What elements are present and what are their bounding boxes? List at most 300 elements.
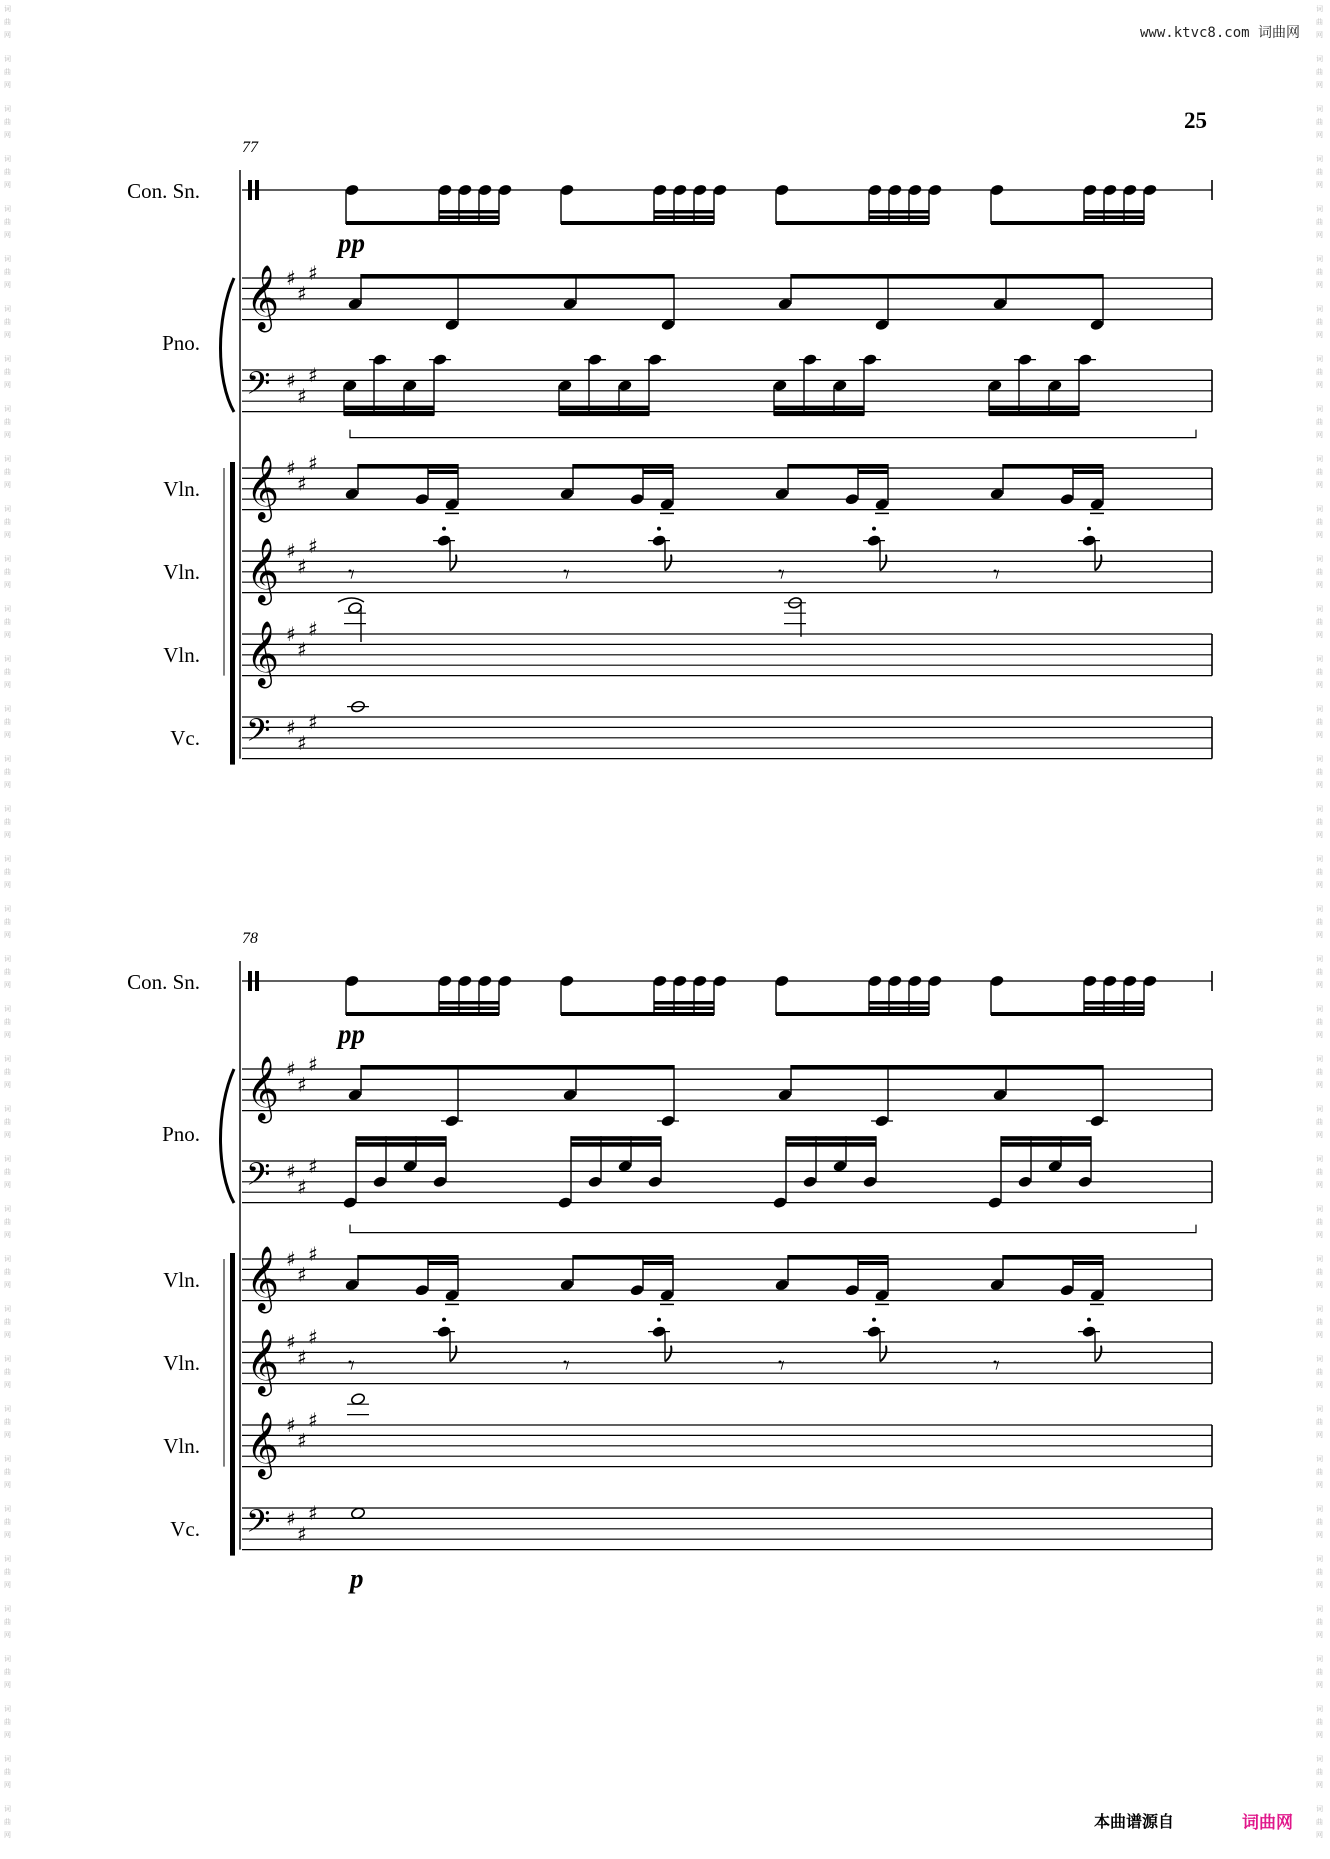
margin-stamp-char: 词 <box>4 1105 11 1113</box>
percussion-clef <box>248 180 252 200</box>
margin-stamp-char: 曲 <box>4 468 11 476</box>
margin-stamp-char: 曲 <box>4 68 11 76</box>
tie-arc <box>338 598 364 602</box>
violin3-note <box>350 1392 365 1405</box>
margin-stamp-char: 网 <box>4 1381 11 1389</box>
note-beam <box>786 1142 876 1147</box>
staccato-dot <box>657 1318 661 1322</box>
dynamic-marking: pp <box>338 1019 365 1049</box>
dynamic-marking: pp <box>338 228 365 258</box>
note-beam <box>344 406 434 411</box>
treble-clef-icon: 𝄞 <box>246 265 280 330</box>
margin-stamp-char: 网 <box>1316 1181 1323 1189</box>
margin-stamp-char: 曲 <box>4 318 11 326</box>
margin-stamp-char: 网 <box>1316 1031 1323 1039</box>
instrument-label: Pno. <box>162 331 200 355</box>
margin-stamp-char: 曲 <box>4 268 11 276</box>
key-signature-sharp: ♯ <box>308 533 318 558</box>
margin-stamp-char: 网 <box>4 431 11 439</box>
margin-stamp-char: 曲 <box>4 1268 11 1276</box>
key-signature-sharp: ♯ <box>286 1413 296 1437</box>
margin-stamp-char: 网 <box>4 1681 11 1689</box>
margin-stamp-char: 词 <box>1316 405 1323 413</box>
note-beam <box>361 1065 674 1070</box>
margin-stamp-char: 网 <box>4 931 11 939</box>
margin-stamp-char: 词 <box>1316 1255 1323 1263</box>
note-beam <box>439 216 499 220</box>
margin-stamp-char: 网 <box>1316 1631 1323 1639</box>
note-beam <box>776 221 929 225</box>
measure-number: 78 <box>242 930 258 947</box>
eighth-rest-icon: 𝄾 <box>778 560 785 590</box>
margin-stamp-char: 曲 <box>1316 968 1323 976</box>
note-beam <box>439 1001 499 1005</box>
note-beam <box>571 1142 661 1147</box>
margin-stamp-char: 词 <box>4 1355 11 1363</box>
margin-stamp-char: 词 <box>1316 1055 1323 1063</box>
margin-stamp-char: 曲 <box>1316 1818 1323 1826</box>
margin-stamp-char: 网 <box>4 1831 11 1839</box>
key-signature-sharp: ♯ <box>286 539 296 563</box>
margin-stamp-char: 曲 <box>4 918 11 926</box>
margin-stamp-char: 网 <box>1316 131 1323 139</box>
margin-stamp-char: 词 <box>1316 155 1323 163</box>
margin-stamp-char: 曲 <box>4 668 11 676</box>
margin-stamp-char: 曲 <box>1316 468 1323 476</box>
instrument-label: Pno. <box>162 1122 200 1146</box>
note-beam <box>869 210 929 214</box>
margin-stamp-char: 词 <box>1316 255 1323 263</box>
key-signature-sharp: ♯ <box>297 731 307 755</box>
note-beam <box>654 216 714 220</box>
margin-stamp-char: 曲 <box>1316 1418 1323 1426</box>
margin-stamp-char: 曲 <box>1316 168 1323 176</box>
margin-stamp-char: 网 <box>4 581 11 589</box>
margin-stamp-char: 曲 <box>4 18 11 26</box>
bass-clef-icon: 𝄢 <box>246 712 271 756</box>
strings-bracket <box>230 462 235 765</box>
key-signature-sharp: ♯ <box>308 450 318 475</box>
margin-stamp-char: 网 <box>4 1531 11 1539</box>
margin-stamp-char: 网 <box>4 181 11 189</box>
margin-stamp-char: 曲 <box>1316 1468 1323 1476</box>
margin-stamp-char: 曲 <box>1316 218 1323 226</box>
margin-stamp-char: 词 <box>4 205 11 213</box>
key-signature-sharp: ♯ <box>286 1057 296 1081</box>
margin-stamp-char: 词 <box>1316 1605 1323 1613</box>
margin-stamp-char: 词 <box>1316 1355 1323 1363</box>
margin-stamp-char: 词 <box>4 55 11 63</box>
key-signature-sharp: ♯ <box>286 622 296 646</box>
key-signature-sharp: ♯ <box>297 1262 307 1287</box>
margin-stamp-char: 网 <box>4 1081 11 1089</box>
measure-number: 77 <box>242 139 258 156</box>
margin-stamp-char: 曲 <box>4 718 11 726</box>
note-beam <box>786 1136 876 1141</box>
key-signature-sharp: ♯ <box>286 1330 296 1354</box>
margin-stamp-char: 词 <box>4 1605 11 1613</box>
margin-stamp-char: 网 <box>4 1131 11 1139</box>
margin-stamp-char: 网 <box>1316 931 1323 939</box>
instrument-label: Vln. <box>163 1268 200 1292</box>
margin-stamp-char: 网 <box>1316 31 1323 39</box>
key-signature-sharp: ♯ <box>286 266 296 290</box>
margin-stamp-char: 词 <box>4 455 11 463</box>
margin-stamp-char: 曲 <box>1316 518 1323 526</box>
margin-stamp-char: 曲 <box>1316 368 1323 376</box>
margin-stamp-char: 网 <box>1316 1731 1323 1739</box>
margin-stamp-char: 曲 <box>4 1768 11 1776</box>
note-beam <box>559 412 649 417</box>
margin-stamp-char: 曲 <box>1316 868 1323 876</box>
margin-stamp-char: 词 <box>1316 355 1323 363</box>
note-beam <box>561 1012 714 1016</box>
margin-stamp-char: 网 <box>1316 731 1323 739</box>
margin-stamp-char: 词 <box>4 1655 11 1663</box>
margin-stamp-char: 词 <box>1316 905 1323 913</box>
margin-stamp-char: 词 <box>4 505 11 513</box>
instrument-label: Con. Sn. <box>127 970 200 994</box>
treble-clef-icon: 𝄞 <box>246 455 280 520</box>
margin-stamp-char: 曲 <box>4 868 11 876</box>
key-signature-sharp: ♯ <box>286 1506 296 1531</box>
eighth-rest-icon: 𝄾 <box>993 1351 1000 1381</box>
key-signature-sharp: ♯ <box>286 456 296 480</box>
note-beam <box>1001 1142 1091 1147</box>
margin-stamp-char: 词 <box>1316 455 1323 463</box>
margin-stamp-char: 曲 <box>4 568 11 576</box>
margin-stamp-char: 曲 <box>1316 1368 1323 1376</box>
key-signature-sharp: ♯ <box>297 1072 307 1097</box>
note-beam <box>858 470 888 474</box>
key-signature-sharp: ♯ <box>286 368 296 393</box>
margin-stamp-char: 词 <box>1316 1205 1323 1213</box>
margin-stamp-char: 词 <box>1316 205 1323 213</box>
key-signature-sharp: ♯ <box>308 1051 318 1076</box>
margin-stamp-char: 网 <box>1316 1781 1323 1789</box>
note-beam <box>643 470 673 474</box>
margin-stamp-char: 曲 <box>4 1718 11 1726</box>
margin-stamp-char: 网 <box>4 731 11 739</box>
instrument-label: Vln. <box>163 477 200 501</box>
note-beam <box>654 1007 714 1011</box>
note-beam <box>561 221 714 225</box>
margin-stamp-char: 网 <box>1316 181 1323 189</box>
margin-stamp-char: 网 <box>1316 81 1323 89</box>
instrument-label: Vln. <box>163 643 200 667</box>
note-beam <box>573 1255 673 1260</box>
margin-stamp-char: 曲 <box>1316 1068 1323 1076</box>
margin-stamp-char: 曲 <box>4 768 11 776</box>
eighth-rest-icon: 𝄾 <box>563 560 570 590</box>
note-beam <box>1084 216 1144 220</box>
treble-clef-icon: 𝄞 <box>246 1412 280 1477</box>
margin-stamp-char: 词 <box>1316 855 1323 863</box>
margin-stamp-char: 网 <box>4 1731 11 1739</box>
note-beam <box>858 1261 888 1265</box>
margin-stamp-char: 词 <box>1316 1505 1323 1513</box>
margin-stamp-char: 曲 <box>1316 618 1323 626</box>
margin-stamp-char: 曲 <box>4 1568 11 1576</box>
note-beam <box>991 221 1144 225</box>
percussion-clef <box>255 971 259 991</box>
margin-stamp-char: 曲 <box>1316 568 1323 576</box>
treble-clef-icon: 𝄞 <box>246 1246 280 1311</box>
margin-stamp-char: 曲 <box>4 1618 11 1626</box>
key-signature-sharp: ♯ <box>308 1241 318 1266</box>
margin-stamp-char: 网 <box>1316 631 1323 639</box>
note-beam <box>654 1001 714 1005</box>
margin-stamp-char: 词 <box>4 1755 11 1763</box>
key-signature-sharp: ♯ <box>308 1501 318 1526</box>
margin-stamp-char: 词 <box>1316 955 1323 963</box>
note-beam <box>869 1007 929 1011</box>
margin-stamp-char: 曲 <box>1316 1168 1323 1176</box>
margin-stamp-char: 曲 <box>1316 1668 1323 1676</box>
margin-stamp-char: 词 <box>4 1255 11 1263</box>
margin-stamp-char: 曲 <box>4 1818 11 1826</box>
margin-stamp-char: 曲 <box>1316 718 1323 726</box>
margin-stamp-char: 曲 <box>4 1668 11 1676</box>
eighth-rest-icon: 𝄾 <box>563 1351 570 1381</box>
note-beam <box>643 1261 673 1265</box>
margin-stamp-char: 词 <box>4 5 11 13</box>
margin-stamp-char: 曲 <box>1316 668 1323 676</box>
staccato-dot <box>442 527 446 531</box>
margin-stamp-char: 词 <box>1316 1555 1323 1563</box>
note-flag <box>1095 555 1101 571</box>
margin-stamp-char: 曲 <box>4 968 11 976</box>
margin-stamp-char: 曲 <box>1316 418 1323 426</box>
margin-stamp-char: 网 <box>4 81 11 89</box>
note-beam <box>1084 210 1144 214</box>
key-signature-sharp: ♯ <box>297 1345 307 1370</box>
margin-stamp-char: 曲 <box>1316 1218 1323 1226</box>
margin-stamp-char: 词 <box>4 955 11 963</box>
margin-stamp-char: 网 <box>4 1431 11 1439</box>
margin-stamp-char: 网 <box>4 981 11 989</box>
margin-stamp-char: 词 <box>4 1155 11 1163</box>
eighth-rest-icon: 𝄾 <box>348 1351 355 1381</box>
key-signature-sharp: ♯ <box>297 384 307 408</box>
margin-stamp-char: 网 <box>4 1481 11 1489</box>
margin-stamp-char: 网 <box>4 331 11 339</box>
margin-stamp-char: 网 <box>1316 831 1323 839</box>
margin-stamp-char: 词 <box>4 1805 11 1813</box>
note-beam <box>344 412 434 417</box>
margin-stamp-char: 曲 <box>1316 818 1323 826</box>
eighth-rest-icon: 𝄾 <box>348 560 355 590</box>
treble-clef-icon: 𝄞 <box>246 1056 280 1121</box>
margin-stamp-char: 曲 <box>4 1218 11 1226</box>
margin-stamp-char: 网 <box>4 831 11 839</box>
margin-stamp-char: 词 <box>4 1505 11 1513</box>
margin-stamp-char: 曲 <box>1316 1318 1323 1326</box>
margin-stamp-char: 网 <box>1316 1531 1323 1539</box>
staccato-dot <box>872 527 876 531</box>
margin-stamp-char: 曲 <box>4 1118 11 1126</box>
margin-stamp-char: 词 <box>1316 505 1323 513</box>
margin-stamp-char: 曲 <box>1316 68 1323 76</box>
margin-stamp-char: 网 <box>1316 1131 1323 1139</box>
margin-stamp-char: 词 <box>1316 1155 1323 1163</box>
key-signature-sharp: ♯ <box>297 281 307 306</box>
margin-stamp-char: 网 <box>1316 481 1323 489</box>
margin-stamp-char: 词 <box>4 1005 11 1013</box>
note-beam <box>1084 1007 1144 1011</box>
margin-stamp-char: 词 <box>4 1705 11 1713</box>
note-beam <box>1073 470 1103 474</box>
margin-stamp-char: 网 <box>1316 1581 1323 1589</box>
note-flag <box>665 1346 671 1362</box>
margin-stamp-char: 网 <box>4 1181 11 1189</box>
margin-stamp-char: 网 <box>1316 681 1323 689</box>
margin-stamp-char: 词 <box>4 805 11 813</box>
margin-stamp-char: 词 <box>1316 105 1323 113</box>
percussion-clef <box>255 180 259 200</box>
margin-stamp-char: 网 <box>4 1581 11 1589</box>
margin-stamp-char: 曲 <box>1316 1768 1323 1776</box>
margin-stamp-char: 词 <box>4 1455 11 1463</box>
instrument-label: Vc. <box>170 726 200 750</box>
margin-stamp-char: 网 <box>4 631 11 639</box>
site-url[interactable]: www.ktvc8.com 词曲网 <box>1140 25 1301 41</box>
instrument-label: Con. Sn. <box>127 179 200 203</box>
piano-brace <box>221 278 235 412</box>
margin-stamp-char: 网 <box>1316 231 1323 239</box>
margin-stamp-char: 网 <box>1316 881 1323 889</box>
key-signature-sharp: ♯ <box>286 1247 296 1271</box>
margin-stamp-char: 词 <box>4 105 11 113</box>
bass-clef-icon: 𝄢 <box>246 1503 271 1547</box>
note-flag <box>880 555 886 571</box>
key-signature-sharp: ♯ <box>286 715 296 740</box>
note-beam <box>358 1255 458 1260</box>
margin-stamp-char: 曲 <box>4 1068 11 1076</box>
margin-stamp-char: 词 <box>4 355 11 363</box>
staccato-dot <box>872 1318 876 1322</box>
note-flag <box>880 1346 886 1362</box>
margin-stamp-char: 词 <box>1316 5 1323 13</box>
margin-stamp-char: 网 <box>4 31 11 39</box>
margin-stamp-char: 曲 <box>4 518 11 526</box>
eighth-rest-icon: 𝄾 <box>778 1351 785 1381</box>
margin-stamp-char: 曲 <box>4 118 11 126</box>
instrument-label: Vln. <box>163 1434 200 1458</box>
margin-stamp-char: 网 <box>1316 431 1323 439</box>
bass-clef-icon: 𝄢 <box>246 1156 271 1200</box>
margin-stamp-char: 网 <box>1316 381 1323 389</box>
note-beam <box>573 464 673 469</box>
margin-stamp-char: 词 <box>4 155 11 163</box>
margin-stamp-char: 网 <box>1316 1381 1323 1389</box>
note-beam <box>774 412 864 417</box>
pedal-bracket <box>350 1225 1196 1233</box>
margin-stamp-char: 网 <box>4 1631 11 1639</box>
margin-stamp-char: 词 <box>4 255 11 263</box>
note-beam <box>776 1012 929 1016</box>
margin-stamp-char: 词 <box>1316 1755 1323 1763</box>
margin-stamp-char: 词 <box>4 405 11 413</box>
margin-stamp-char: 词 <box>1316 1105 1323 1113</box>
margin-stamp-char: 网 <box>1316 281 1323 289</box>
staccato-dot <box>657 527 661 531</box>
note-beam <box>439 1007 499 1011</box>
margin-stamp-char: 网 <box>1316 1481 1323 1489</box>
margin-stamp-char: 网 <box>1316 1831 1323 1839</box>
margin-stamp-char: 曲 <box>1316 268 1323 276</box>
key-signature-sharp: ♯ <box>297 637 307 662</box>
margin-stamp-char: 网 <box>4 681 11 689</box>
margin-stamp-char: 曲 <box>4 1468 11 1476</box>
margin-stamp-char: 曲 <box>1316 1268 1323 1276</box>
note-beam <box>571 1136 661 1141</box>
margin-stamp-char: 词 <box>4 705 11 713</box>
percussion-clef <box>248 971 252 991</box>
note-beam <box>428 1261 458 1265</box>
margin-stamp-char: 网 <box>1316 1081 1323 1089</box>
note-beam <box>358 464 458 469</box>
margin-stamp-char: 曲 <box>4 418 11 426</box>
margin-stamp-char: 词 <box>1316 1455 1323 1463</box>
brand-logo[interactable]: 词曲网 <box>1242 1813 1293 1833</box>
margin-stamp-char: 网 <box>4 231 11 239</box>
margin-stamp-char: 词 <box>1316 655 1323 663</box>
margin-stamp-char: 网 <box>4 281 11 289</box>
margin-stamp-char: 曲 <box>4 1018 11 1026</box>
note-flag <box>665 555 671 571</box>
note-beam <box>1084 1001 1144 1005</box>
note-beam <box>989 412 1079 417</box>
note-beam <box>1003 1255 1103 1260</box>
margin-stamp-char: 网 <box>4 481 11 489</box>
margin-stamp-char: 网 <box>1316 331 1323 339</box>
margin-stamp-char: 网 <box>1316 1681 1323 1689</box>
margin-stamp-char: 曲 <box>4 218 11 226</box>
key-signature-sharp: ♯ <box>308 363 318 388</box>
margin-stamp-char: 网 <box>4 1281 11 1289</box>
note-beam <box>356 1142 446 1147</box>
margin-stamp-char: 网 <box>1316 981 1323 989</box>
key-signature-sharp: ♯ <box>308 1407 318 1432</box>
margin-stamp-char: 词 <box>1316 55 1323 63</box>
note-beam <box>788 464 888 469</box>
page-number: 25 <box>1184 108 1207 133</box>
margin-stamp-char: 曲 <box>4 1418 11 1426</box>
eighth-rest-icon: 𝄾 <box>993 560 1000 590</box>
margin-stamp-char: 网 <box>1316 1281 1323 1289</box>
margin-stamp-char: 曲 <box>1316 1518 1323 1526</box>
treble-clef-icon: 𝄞 <box>246 621 280 686</box>
note-beam <box>791 1065 1103 1070</box>
note-beam <box>1073 1261 1103 1265</box>
margin-stamp-char: 词 <box>4 1055 11 1063</box>
margin-stamp-char: 曲 <box>1316 318 1323 326</box>
margin-stamp-char: 网 <box>4 1331 11 1339</box>
key-signature-sharp: ♯ <box>308 616 318 641</box>
margin-stamp-char: 词 <box>1316 805 1323 813</box>
note-beam <box>869 216 929 220</box>
margin-stamp-char: 曲 <box>1316 1018 1323 1026</box>
note-beam <box>346 221 499 225</box>
margin-stamp-char: 曲 <box>4 368 11 376</box>
margin-stamp-char: 曲 <box>1316 118 1323 126</box>
note-beam <box>991 1012 1144 1016</box>
margin-stamp-char: 网 <box>1316 581 1323 589</box>
note-flag <box>450 555 456 571</box>
note-beam <box>361 274 674 279</box>
strings-bracket <box>230 1253 235 1556</box>
